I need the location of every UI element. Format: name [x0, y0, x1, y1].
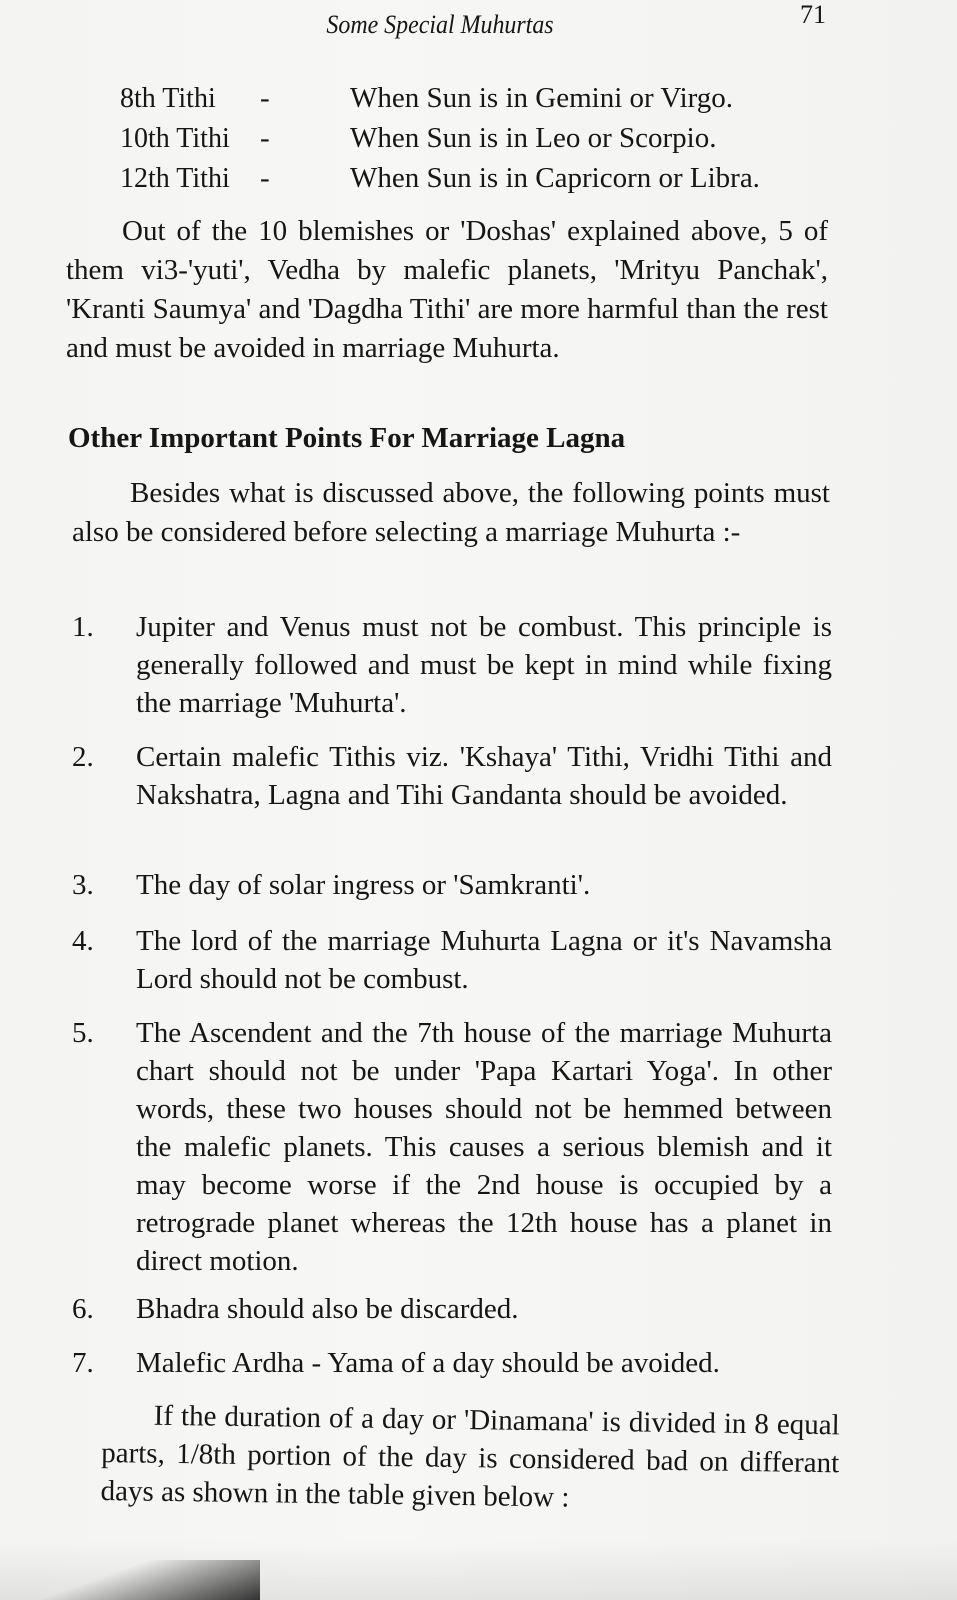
list-item-text: Bhadra should also be discarded.: [136, 1293, 519, 1325]
list-item-number: 7.: [72, 1347, 94, 1379]
page-corner-shadow: [0, 1560, 260, 1600]
tithi-row: [120, 162, 760, 202]
list-item-number: 5.: [72, 1017, 94, 1049]
running-head: Some Special Muhurtas: [326, 10, 554, 39]
tithi-condition: When Sun is in Gemini or Virgo.: [350, 82, 734, 114]
list-item-number: 1.: [72, 611, 94, 643]
list-item-text: Certain malefic Tithis viz. 'Kshaya' Tithi, Vridhi Tithi and Nakshatra, Lagna and Tihi Gandanta should be avoided.: [136, 741, 832, 811]
list-item-text: The day of solar ingress or 'Samkranti'.: [136, 869, 591, 901]
list-item-text: Jupiter and Venus must not be combust. This principle is generally followed and must be kept in mind while fixing the marriage 'Muhurta'.: [136, 611, 832, 719]
paragraph-dinamana: If the duration of a day or 'Dinamana' is divided in 8 equal parts, 1/8th portion of the day is considered bad on differant days as shown in the table given below :: [100, 1399, 840, 1514]
list-item-number: 6.: [72, 1293, 94, 1325]
list-item-number: 3.: [72, 869, 94, 901]
section-heading: Other Important Points For Marriage Lagna: [68, 422, 626, 454]
tithi-name: 8th Tithi: [120, 83, 216, 114]
list-item-number: 4.: [72, 925, 94, 957]
paragraph-doshas-text: Out of the 10 blemishes or 'Doshas' explained above, 5 of them vi3-'yuti', Vedha by malefic planets, 'Mrityu Panchak', 'Kranti Saumya' and 'Dagdha Tithi' are more harmful than the rest and must be avoided in marriage Muhurta.: [66, 215, 828, 364]
list-item-number: 2.: [72, 741, 94, 773]
paragraph-intro: Besides what is discussed above, the following points must also be considered before selecting a marriage Muhurta :-: [72, 477, 830, 548]
tithi-condition: When Sun is in Leo or Scorpio.: [350, 122, 717, 154]
tithi-condition: When Sun is in Capricorn or Libra.: [350, 162, 760, 194]
paragraph-doshas: [66, 212, 828, 368]
tithi-dash: -: [260, 82, 270, 114]
tithi-name: 12th Tithi: [120, 163, 230, 194]
page-number: 71: [800, 0, 826, 29]
tithi-row: [120, 82, 760, 122]
tithi-table: [120, 82, 760, 202]
list-item-text: The Ascendent and the 7th house of the marriage Muhurta chart should not be under 'Papa Kartari Yoga'. In other words, these two houses should not be hemmed between the malefic planets. This causes a serious blemish and it may become worse if the 2nd house is occupied by a retrograde planet whereas the 12th house has a planet in direct motion.: [136, 1017, 832, 1277]
tithi-row: [120, 122, 760, 162]
list-item-text: Malefic Ardha - Yama of a day should be avoided.: [136, 1347, 720, 1379]
tithi-dash: -: [260, 122, 270, 154]
tithi-dash: -: [260, 162, 270, 194]
tithi-name: 10th Tithi: [120, 123, 230, 154]
list-item-text: The lord of the marriage Muhurta Lagna or it's Navamsha Lord should not be combust.: [136, 925, 832, 995]
